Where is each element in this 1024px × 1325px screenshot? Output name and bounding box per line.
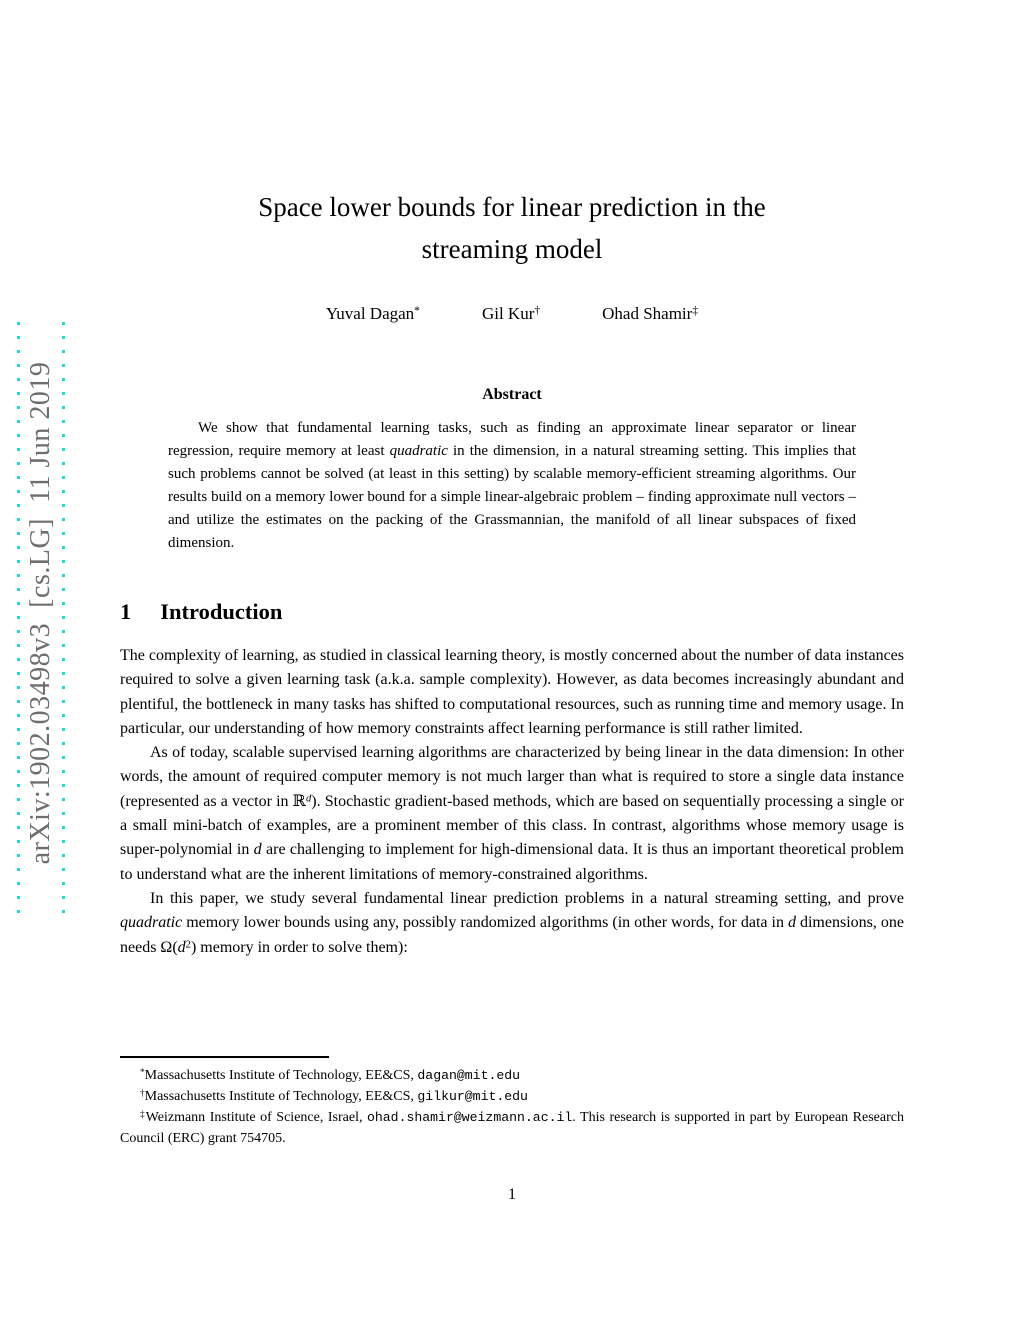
- footnote: *Massachusetts Institute of Technology, EE&CS, dagan@mit.edu: [140, 1067, 521, 1083]
- author: [326, 304, 420, 324]
- author-footnote-mark: *: [414, 303, 420, 317]
- footnote-block: [120, 1056, 904, 1149]
- section-title: Introduction: [160, 599, 283, 624]
- footnote: †Massachusetts Institute of Technology, EE&CS, gilkur@mit.edu: [140, 1088, 528, 1104]
- page-number: 1: [508, 1186, 516, 1203]
- paragraph: The complexity of learning, as studied in classical learning theory, is mostly concerned about the number of data instances required to solve a given learning task (a.k.a. sample complexity). However, as data becomes increasingly abundant and plentiful, the bottleneck in many tasks has shifted to computational resources, such as running time and memory usage. In particular, our understanding of how memory constraints affect learning performance is still rather limited.: [120, 647, 904, 737]
- arxiv-id-label: arXiv:1902.03498v3 [cs.LG] 11 Jun 2019: [25, 361, 56, 865]
- abstract-heading: Abstract: [482, 386, 542, 403]
- paragraph: In this paper, we study several fundamental linear prediction problems in a natural streaming setting, and prove quadratic memory lower bounds using any, possibly randomized algorithms (in other words, for data in d dimensions, one needs $\Omega(d^2)$ memory in order to solve them):: [120, 889, 904, 956]
- author: [482, 304, 540, 324]
- paragraph: As of today, scalable supervised learning algorithms are characterized by being linear in the data dimension: In other words, the amount of required computer memory is not much larger than what is required to store a single data instance (represented as a vector in ℝ$^d$). Stochastic gradient-based methods, which are based on sequentially processing a single or a small mini-batch of examples, are a prominent member of this class. In contrast, algorithms whose memory usage is super-polynomial in d are challenging to implement for high-dimensional data. It is thus an important theoretical problem to understand what are the inherent limitations of memory-constrained algorithms.: [120, 744, 904, 883]
- author-name: Yuval Dagan: [325, 304, 415, 323]
- author-list: [120, 304, 904, 324]
- dotted-line: [62, 313, 65, 913]
- footnote: ‡Weizmann Institute of Science, Israel, ohad.shamir@weizmann.ac.il. This research is supported in part by European Research Council (ERC) grant 754705.: [120, 1109, 904, 1146]
- paper-title: [120, 186, 904, 270]
- paper-page: [120, 0, 904, 960]
- author: [602, 304, 698, 324]
- dotted-line: [17, 313, 20, 913]
- author-name: Gil Kur: [481, 304, 535, 323]
- abstract-text: We show that fundamental learning tasks, such as finding an approximate linear separator or linear regression, require memory at least quadratic in the dimension, in a natural streaming setting. This implies that such problems cannot be solved (at least in this setting) by scalable memory-efficient streaming algorithms. Our results build on a memory lower bound for a simple linear-algebraic problem – finding approximate null vectors – and utilize the estimates on the packing of the Grassmannian, the manifold of all linear subspaces of fixed dimension.: [168, 420, 857, 551]
- author-footnote-mark: †: [534, 303, 541, 317]
- section-number: 1: [120, 599, 132, 624]
- arxiv-watermark: [17, 313, 65, 913]
- footnote-rule: [120, 1056, 329, 1058]
- section-heading-introduction: [120, 599, 904, 625]
- author-name: Ohad Shamir: [602, 304, 693, 323]
- paper-title-line1: Space lower bounds for linear prediction in the: [258, 192, 766, 222]
- author-footnote-mark: ‡: [692, 303, 699, 317]
- paper-title-line2: streaming model: [421, 234, 603, 264]
